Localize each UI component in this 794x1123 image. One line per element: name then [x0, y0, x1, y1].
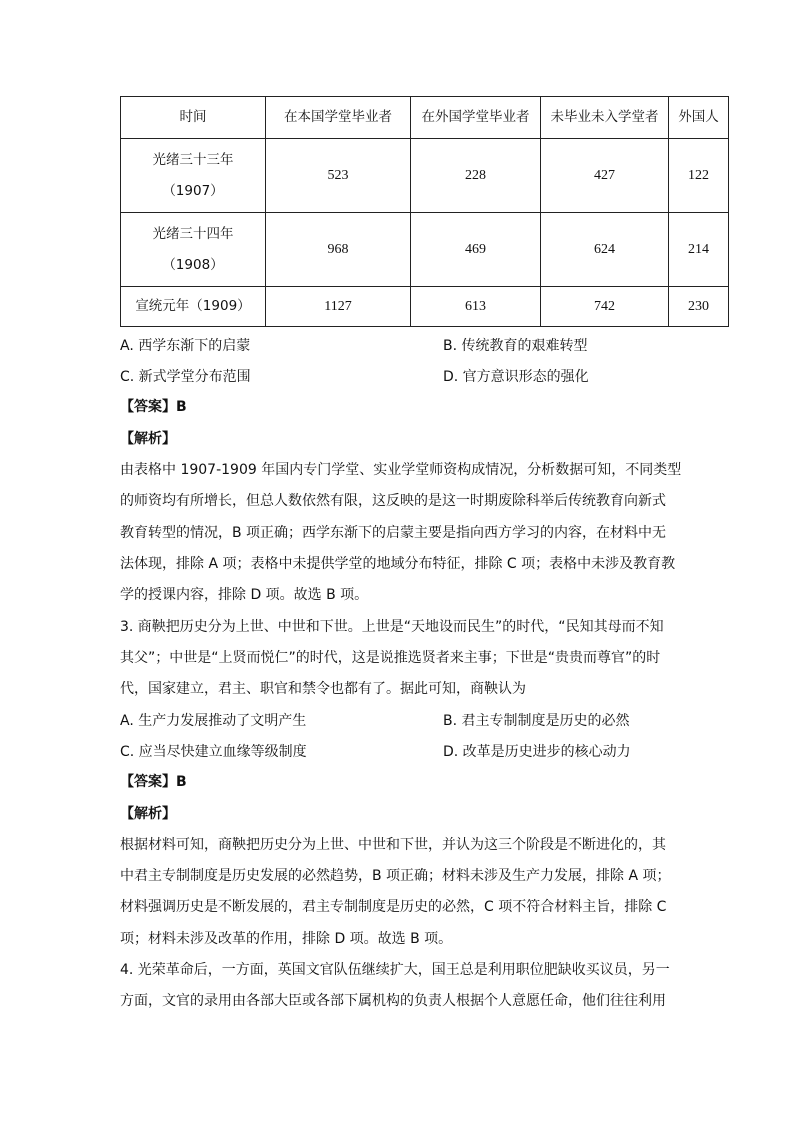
q3-options-row-2	[120, 741, 680, 761]
q2-analysis-line: 的师资均有所增长，但总人数依然有限，这反映的是这一时期废除科举后传统教育向新式	[120, 493, 666, 509]
period-year: （1908）	[162, 256, 224, 273]
q2-option-a: A. 西学东渐下的启蒙	[120, 338, 251, 354]
header-time: 时间	[121, 97, 266, 139]
q3-answer: 【答案】B	[120, 774, 187, 790]
cell-value: 1127	[266, 287, 411, 327]
q3-stem-line: 其父”；中世是“上贤而悦仁”的时代，这是说推选贤者来主事；下世是“贵贵而尊官”的时	[120, 650, 661, 666]
q3-analysis-line: 中君主专制制度是历史发展的必然趋势，B 项正确；材料未涉及生产力发展，排除 A 项；	[120, 868, 671, 884]
cell-value: 523	[266, 139, 411, 213]
period-name: 宣统元年（1909）	[135, 298, 251, 314]
q4-stem-line: 方面，文官的录用由各部大臣或各部下属机构的负责人根据个人意愿任命，他们往往利用	[120, 993, 666, 1009]
q2-analysis-line: 教育转型的情况，B 项正确；西学东渐下的启蒙主要是指向西方学习的内容，在材料中无	[120, 525, 667, 541]
header-non-graduates: 未毕业未入学堂者	[541, 97, 669, 139]
row-period	[121, 139, 266, 213]
q3-option-b: B. 君主专制制度是历史的必然	[443, 713, 630, 729]
q3-option-c: C. 应当尽快建立血缘等级制度	[120, 744, 307, 760]
q3-option-a: A. 生产力发展推动了文明产生	[120, 713, 307, 729]
table-row	[121, 287, 729, 327]
q3-options-row-1	[120, 710, 680, 730]
cell-value: 228	[411, 139, 541, 213]
q2-analysis-label: 【解析】	[120, 431, 176, 447]
q4-stem-line: 4. 光荣革命后，一方面，英国文官队伍继续扩大，国王总是利用职位肥缺收买议员，另一	[120, 962, 670, 978]
q2-analysis-line: 学的授课内容，排除 D 项。故选 B 项。	[120, 587, 369, 603]
row-period	[121, 213, 266, 287]
cell-value: 122	[669, 139, 729, 213]
header-foreigners: 外国人	[669, 97, 729, 139]
q3-analysis-label: 【解析】	[120, 806, 176, 822]
table-row	[121, 139, 729, 213]
q2-options-row-2	[120, 366, 680, 386]
cell-value: 214	[669, 213, 729, 287]
q2-option-b: B. 传统教育的艰难转型	[443, 338, 588, 354]
q3-option-d: D. 改革是历史进步的核心动力	[443, 744, 631, 760]
teacher-composition-table	[120, 96, 729, 327]
q2-option-c: C. 新式学堂分布范围	[120, 369, 251, 385]
q2-answer: 【答案】B	[120, 399, 187, 415]
cell-value: 469	[411, 213, 541, 287]
q2-options-row-1	[120, 335, 680, 355]
q3-analysis-line: 根据材料可知，商鞅把历史分为上世、中世和下世，并认为这三个阶段是不断进化的，其	[120, 837, 666, 853]
q3-analysis-line: 项；材料未涉及改革的作用，排除 D 项。故选 B 项。	[120, 931, 453, 947]
cell-value: 613	[411, 287, 541, 327]
table-row	[121, 213, 729, 287]
cell-value: 230	[669, 287, 729, 327]
table-header-row	[121, 97, 729, 139]
cell-value: 742	[541, 287, 669, 327]
period-name: 光绪三十四年	[152, 225, 234, 242]
q2-option-d: D. 官方意识形态的强化	[443, 369, 589, 385]
q3-stem-line: 3. 商鞅把历史分为上世、中世和下世。上世是“天地设而民生”的时代，“民知其母而不知	[120, 619, 664, 635]
cell-value: 968	[266, 213, 411, 287]
cell-value: 427	[541, 139, 669, 213]
header-domestic-graduates: 在本国学堂毕业者	[266, 97, 411, 139]
q3-stem-line: 代，国家建立，君主、职官和禁令也都有了。据此可知，商鞅认为	[120, 681, 526, 697]
period-year: （1907）	[162, 182, 224, 199]
q3-analysis-line: 材料强调历史是不断发展的，君主专制制度是历史的必然，C 项不符合材料主旨，排除 C	[120, 899, 667, 915]
row-period	[121, 287, 266, 327]
q2-analysis-line: 由表格中 1907-1909 年国内专门学堂、实业学堂师资构成情况，分析数据可知，不同类型	[120, 462, 682, 478]
header-foreign-graduates: 在外国学堂毕业者	[411, 97, 541, 139]
period-name: 光绪三十三年	[152, 151, 234, 168]
q2-analysis-line: 法体现，排除 A 项；表格中未提供学堂的地域分布特征，排除 C 项；表格中未涉及教育教	[120, 556, 676, 572]
cell-value: 624	[541, 213, 669, 287]
